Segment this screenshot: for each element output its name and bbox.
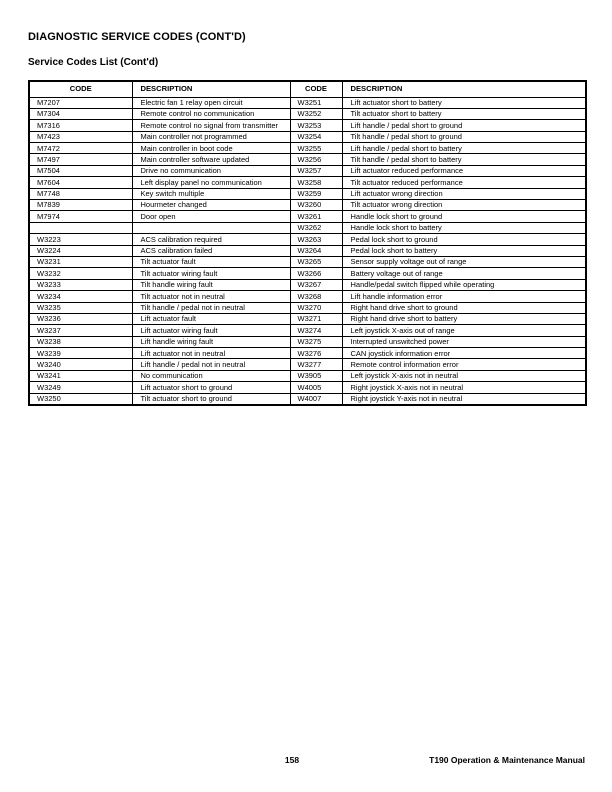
table-row	[29, 120, 586, 131]
description-cell: Tilt handle / pedal not in neutral	[132, 302, 290, 313]
description-cell: Lift actuator fault	[132, 313, 290, 324]
table-row	[29, 200, 586, 211]
description-cell: Pedal lock short to ground	[342, 234, 586, 245]
code-cell: M7304	[29, 108, 132, 119]
description-cell: Left joystick X-axis out of range	[342, 325, 586, 336]
description-cell: No communication	[132, 370, 290, 381]
description-cell: Interrupted unswitched power	[342, 336, 586, 347]
description-cell: Drive no communication	[132, 165, 290, 176]
description-cell: Right joystick Y-axis not in neutral	[342, 393, 586, 404]
code-cell: W3255	[290, 143, 342, 154]
table-row	[29, 370, 586, 381]
table-row	[29, 154, 586, 165]
description-cell: Lift actuator short to battery	[342, 97, 586, 108]
description-cell: Main controller not programmed	[132, 131, 290, 142]
code-cell: M7497	[29, 154, 132, 165]
table-row	[29, 325, 586, 336]
code-cell: W3252	[290, 108, 342, 119]
table-row	[29, 177, 586, 188]
code-cell: W3234	[29, 291, 132, 302]
description-cell: Lift actuator wrong direction	[342, 188, 586, 199]
code-cell: W3905	[290, 370, 342, 381]
code-cell: W3260	[290, 200, 342, 211]
code-cell: M7423	[29, 131, 132, 142]
description-cell: Handle/pedal switch flipped while operating	[342, 279, 586, 290]
description-cell: Remote control information error	[342, 359, 586, 370]
table-row	[29, 211, 586, 222]
code-cell: W3223	[29, 234, 132, 245]
table-row	[29, 393, 586, 404]
code-cell: W3276	[290, 348, 342, 359]
code-cell: W3232	[29, 268, 132, 279]
code-cell: M7974	[29, 211, 132, 222]
description-cell: Lift actuator reduced performance	[342, 165, 586, 176]
code-cell	[29, 222, 132, 233]
table-row	[29, 143, 586, 154]
code-cell: M7839	[29, 200, 132, 211]
code-cell: W3240	[29, 359, 132, 370]
table-body	[29, 97, 586, 405]
code-cell: W3267	[290, 279, 342, 290]
service-codes-table	[28, 80, 587, 406]
code-cell: W3262	[290, 222, 342, 233]
description-cell: Handle lock short to battery	[342, 222, 586, 233]
page-title: DIAGNOSTIC SERVICE CODES (CONT'D)	[28, 31, 246, 43]
description-cell: Right joystick X-axis not in neutral	[342, 382, 586, 393]
description-cell: Key switch multiple	[132, 188, 290, 199]
description-cell	[132, 222, 290, 233]
code-cell: W3275	[290, 336, 342, 347]
description-cell: Main controller software updated	[132, 154, 290, 165]
description-cell: ACS calibration required	[132, 234, 290, 245]
table-row	[29, 97, 586, 108]
code-cell: W3237	[29, 325, 132, 336]
code-cell: W3231	[29, 256, 132, 267]
description-cell: Tilt actuator short to ground	[132, 393, 290, 404]
description-cell: Left joystick X-axis not in neutral	[342, 370, 586, 381]
table-row	[29, 108, 586, 119]
description-cell: Remote control no communication	[132, 108, 290, 119]
description-cell: Lift handle / pedal not in neutral	[132, 359, 290, 370]
table-header	[29, 81, 586, 97]
code-cell: W3236	[29, 313, 132, 324]
code-cell: W3250	[29, 393, 132, 404]
col-header-code-left: CODE	[29, 81, 132, 97]
description-cell: Tilt actuator short to battery	[342, 108, 586, 119]
code-cell: W3258	[290, 177, 342, 188]
description-cell: Battery voltage out of range	[342, 268, 586, 279]
description-cell: CAN joystick information error	[342, 348, 586, 359]
page-number: 158	[284, 755, 300, 765]
description-cell: Lift actuator short to ground	[132, 382, 290, 393]
code-cell: W3266	[290, 268, 342, 279]
code-cell: W3224	[29, 245, 132, 256]
code-cell: M7316	[29, 120, 132, 131]
description-cell: Tilt handle wiring fault	[132, 279, 290, 290]
table-row	[29, 165, 586, 176]
code-cell: W3249	[29, 382, 132, 393]
description-cell: Lift handle / pedal short to battery	[342, 143, 586, 154]
code-cell: M7604	[29, 177, 132, 188]
code-cell: W3261	[290, 211, 342, 222]
table-row	[29, 188, 586, 199]
code-cell: W3254	[290, 131, 342, 142]
code-cell: W3241	[29, 370, 132, 381]
description-cell: Right hand drive short to battery	[342, 313, 586, 324]
code-cell: W3270	[290, 302, 342, 313]
manual-title: T190 Operation & Maintenance Manual	[429, 755, 585, 765]
description-cell: Lift handle / pedal short to ground	[342, 120, 586, 131]
description-cell: Handle lock short to ground	[342, 211, 586, 222]
code-cell: W3239	[29, 348, 132, 359]
table-row	[29, 302, 586, 313]
description-cell: Left display panel no communication	[132, 177, 290, 188]
code-cell: W4005	[290, 382, 342, 393]
description-cell: Pedal lock short to battery	[342, 245, 586, 256]
code-cell: W3251	[290, 97, 342, 108]
table-row	[29, 291, 586, 302]
code-cell: M7504	[29, 165, 132, 176]
code-cell: W3271	[290, 313, 342, 324]
table-row	[29, 234, 586, 245]
description-cell: ACS calibration failed	[132, 245, 290, 256]
section-subtitle: Service Codes List (Cont'd)	[28, 57, 159, 68]
description-cell: Lift handle information error	[342, 291, 586, 302]
description-cell: Tilt actuator wrong direction	[342, 200, 586, 211]
table-header-row	[29, 81, 586, 97]
description-cell: Door open	[132, 211, 290, 222]
description-cell: Tilt actuator wiring fault	[132, 268, 290, 279]
table-row	[29, 348, 586, 359]
table-row	[29, 279, 586, 290]
table-row	[29, 245, 586, 256]
description-cell: Lift handle wiring fault	[132, 336, 290, 347]
code-cell: W3277	[290, 359, 342, 370]
table-row	[29, 256, 586, 267]
table-row	[29, 131, 586, 142]
description-cell: Tilt handle / pedal short to ground	[342, 131, 586, 142]
code-cell: W3257	[290, 165, 342, 176]
description-cell: Right hand drive short to ground	[342, 302, 586, 313]
code-cell: W3238	[29, 336, 132, 347]
code-cell: W3253	[290, 120, 342, 131]
code-cell: M7748	[29, 188, 132, 199]
description-cell: Electric fan 1 relay open circuit	[132, 97, 290, 108]
table-row	[29, 359, 586, 370]
code-cell: W3274	[290, 325, 342, 336]
code-cell: W3263	[290, 234, 342, 245]
description-cell: Tilt actuator reduced performance	[342, 177, 586, 188]
code-cell: W3256	[290, 154, 342, 165]
description-cell: Sensor supply voltage out of range	[342, 256, 586, 267]
description-cell: Tilt handle / pedal short to battery	[342, 154, 586, 165]
code-cell: W3265	[290, 256, 342, 267]
code-cell: M7207	[29, 97, 132, 108]
col-header-description-left: DESCRIPTION	[132, 81, 290, 97]
code-cell: W4007	[290, 393, 342, 404]
code-cell: W3233	[29, 279, 132, 290]
code-cell: W3235	[29, 302, 132, 313]
description-cell: Remote control no signal from transmitter	[132, 120, 290, 131]
table-row	[29, 268, 586, 279]
description-cell: Tilt actuator fault	[132, 256, 290, 267]
table-row	[29, 382, 586, 393]
table-row	[29, 336, 586, 347]
description-cell: Lift actuator wiring fault	[132, 325, 290, 336]
table-row	[29, 222, 586, 233]
code-cell: W3259	[290, 188, 342, 199]
col-header-description-right: DESCRIPTION	[342, 81, 586, 97]
col-header-code-right: CODE	[290, 81, 342, 97]
code-cell: M7472	[29, 143, 132, 154]
code-cell: W3264	[290, 245, 342, 256]
description-cell: Lift actuator not in neutral	[132, 348, 290, 359]
table-row	[29, 313, 586, 324]
code-cell: W3268	[290, 291, 342, 302]
description-cell: Main controller in boot code	[132, 143, 290, 154]
description-cell: Hourmeter changed	[132, 200, 290, 211]
description-cell: Tilt actuator not in neutral	[132, 291, 290, 302]
